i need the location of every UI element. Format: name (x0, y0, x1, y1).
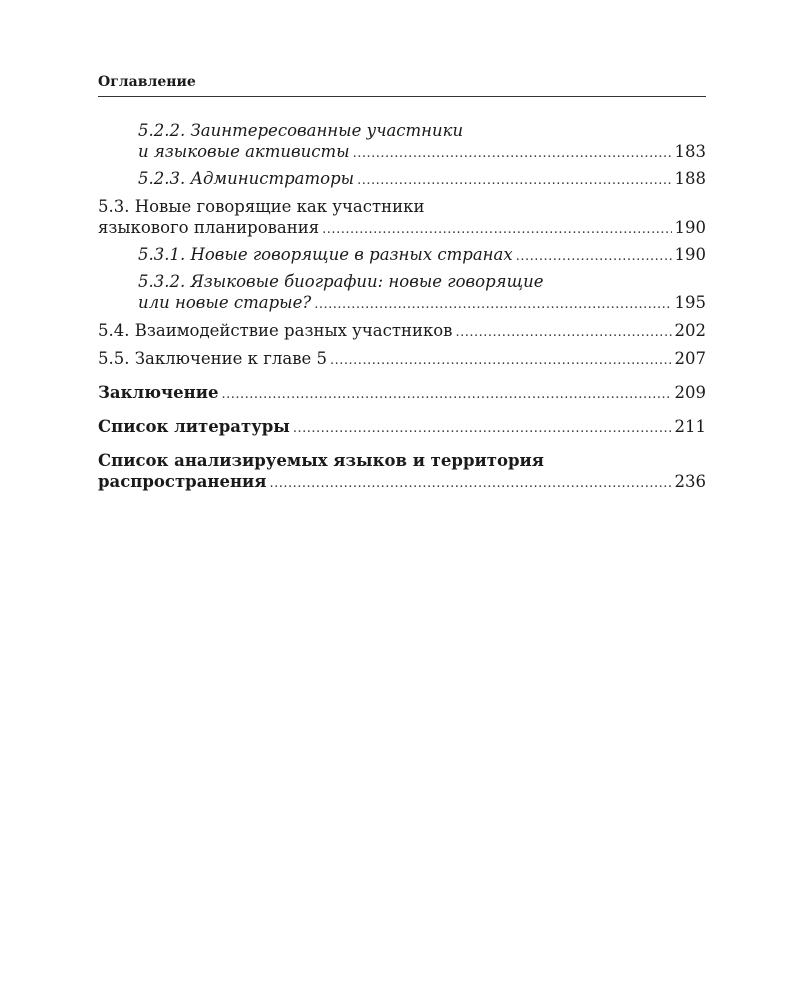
toc-page-number: 195 (674, 293, 706, 312)
toc-entry-title: Список литературы (98, 417, 290, 436)
running-header (98, 72, 706, 97)
toc-page-number: 209 (674, 383, 706, 402)
toc-entry[interactable] (98, 382, 706, 405)
toc-entry-title: распространения (98, 472, 267, 491)
table-of-contents (98, 120, 706, 494)
toc-entry-title: 5.3.2. Языковые биографии: новые говорящие (138, 272, 544, 291)
toc-entry[interactable] (98, 271, 706, 315)
toc-entry-title: 5.5. Заключение к главе 5 (98, 349, 328, 368)
toc-page-number: 202 (674, 321, 706, 340)
dot-leader (269, 473, 671, 494)
dot-leader (293, 418, 672, 439)
toc-entry[interactable] (98, 416, 706, 439)
toc-entry-title: и языковые активисты (138, 142, 350, 161)
toc-page-number: 188 (674, 169, 706, 188)
toc-page-number: 236 (674, 472, 706, 491)
dot-leader (516, 246, 672, 267)
toc-entry-title: 5.2.2. Заинтересованные участники (138, 121, 464, 140)
toc-entry[interactable] (98, 450, 706, 494)
toc-entry-title: 5.3.1. Новые говорящие в разных странах (138, 245, 513, 264)
toc-entry[interactable] (98, 244, 706, 267)
toc-entry[interactable] (98, 120, 706, 164)
dot-leader (221, 384, 671, 405)
toc-entry[interactable] (98, 348, 706, 371)
dot-leader (322, 219, 671, 240)
dot-leader (314, 294, 671, 315)
toc-entry-title: языкового планирования (98, 218, 320, 237)
toc-entry-title: 5.2.3. Администраторы (138, 169, 355, 188)
toc-page-number: 183 (674, 142, 706, 161)
toc-entry-title: 5.4. Взаимодействие разных участников (98, 321, 453, 340)
toc-entry[interactable] (98, 196, 706, 240)
dot-leader (455, 322, 671, 343)
toc-page-number: 211 (674, 417, 706, 436)
toc-page-number: 207 (674, 349, 706, 368)
toc-entry-title: или новые старые? (138, 293, 312, 312)
dot-leader (330, 350, 671, 371)
toc-entry[interactable] (98, 168, 706, 191)
toc-page-number: 190 (674, 218, 706, 237)
toc-page-number: 190 (674, 245, 706, 264)
toc-entry-title: Список анализируемых языков и территория (98, 451, 544, 470)
dot-leader (357, 170, 671, 191)
toc-entry[interactable] (98, 320, 706, 343)
toc-entry-title: 5.3. Новые говорящие как участники (98, 197, 425, 216)
toc-entry-title: Заключение (98, 383, 219, 402)
header-title: Оглавление (98, 74, 196, 90)
dot-leader (353, 143, 672, 164)
